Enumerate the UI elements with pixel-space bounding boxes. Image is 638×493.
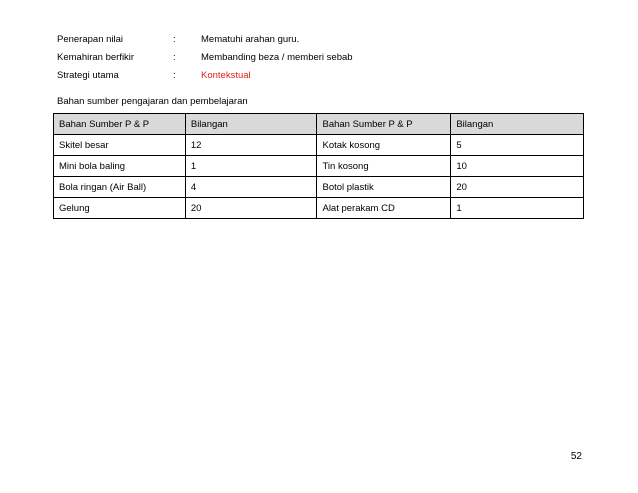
column-header: Bahan Sumber P & P xyxy=(54,114,186,135)
table-cell: 10 xyxy=(451,156,584,177)
lesson-info xyxy=(57,30,577,84)
table-cell: 20 xyxy=(185,198,317,219)
section-title: Bahan sumber pengajaran dan pembelajaran xyxy=(57,96,248,107)
column-header: Bilangan xyxy=(451,114,584,135)
table-cell: Botol plastik xyxy=(317,177,451,198)
table-cell: Alat perakam CD xyxy=(317,198,451,219)
table-cell: 4 xyxy=(185,177,317,198)
table-cell: 1 xyxy=(185,156,317,177)
info-colon: : xyxy=(173,51,176,63)
table-cell: 5 xyxy=(451,135,584,156)
info-row-kemahiran-berfikir xyxy=(57,48,577,66)
table-row xyxy=(54,156,584,177)
table-cell: 12 xyxy=(185,135,317,156)
info-label: Strategi utama xyxy=(57,69,119,81)
info-row-strategi-utama xyxy=(57,66,577,84)
table-cell: Skitel besar xyxy=(54,135,186,156)
info-label: Kemahiran berfikir xyxy=(57,51,135,63)
table-cell: Gelung xyxy=(54,198,186,219)
info-value: Membanding beza / memberi sebab xyxy=(201,51,353,63)
table-cell: 1 xyxy=(451,198,584,219)
table-header-row xyxy=(54,114,584,135)
resources-table xyxy=(53,113,584,219)
table-row xyxy=(54,198,584,219)
info-label: Penerapan nilai xyxy=(57,33,124,45)
column-header: Bahan Sumber P & P xyxy=(317,114,451,135)
column-header: Bilangan xyxy=(185,114,317,135)
info-colon: : xyxy=(173,33,176,45)
table-cell: 20 xyxy=(451,177,584,198)
info-row-penerapan-nilai xyxy=(57,30,577,48)
table-row xyxy=(54,135,584,156)
table-cell: Bola ringan (Air Ball) xyxy=(54,177,186,198)
table-row xyxy=(54,177,584,198)
table-cell: Mini bola baling xyxy=(54,156,186,177)
table-cell: Tin kosong xyxy=(317,156,451,177)
info-colon: : xyxy=(173,69,176,81)
page-number: 52 xyxy=(570,451,582,462)
info-value-highlight: Kontekstual xyxy=(201,69,251,81)
info-value: Mematuhi arahan guru. xyxy=(201,33,300,45)
table-cell: Kotak kosong xyxy=(317,135,451,156)
